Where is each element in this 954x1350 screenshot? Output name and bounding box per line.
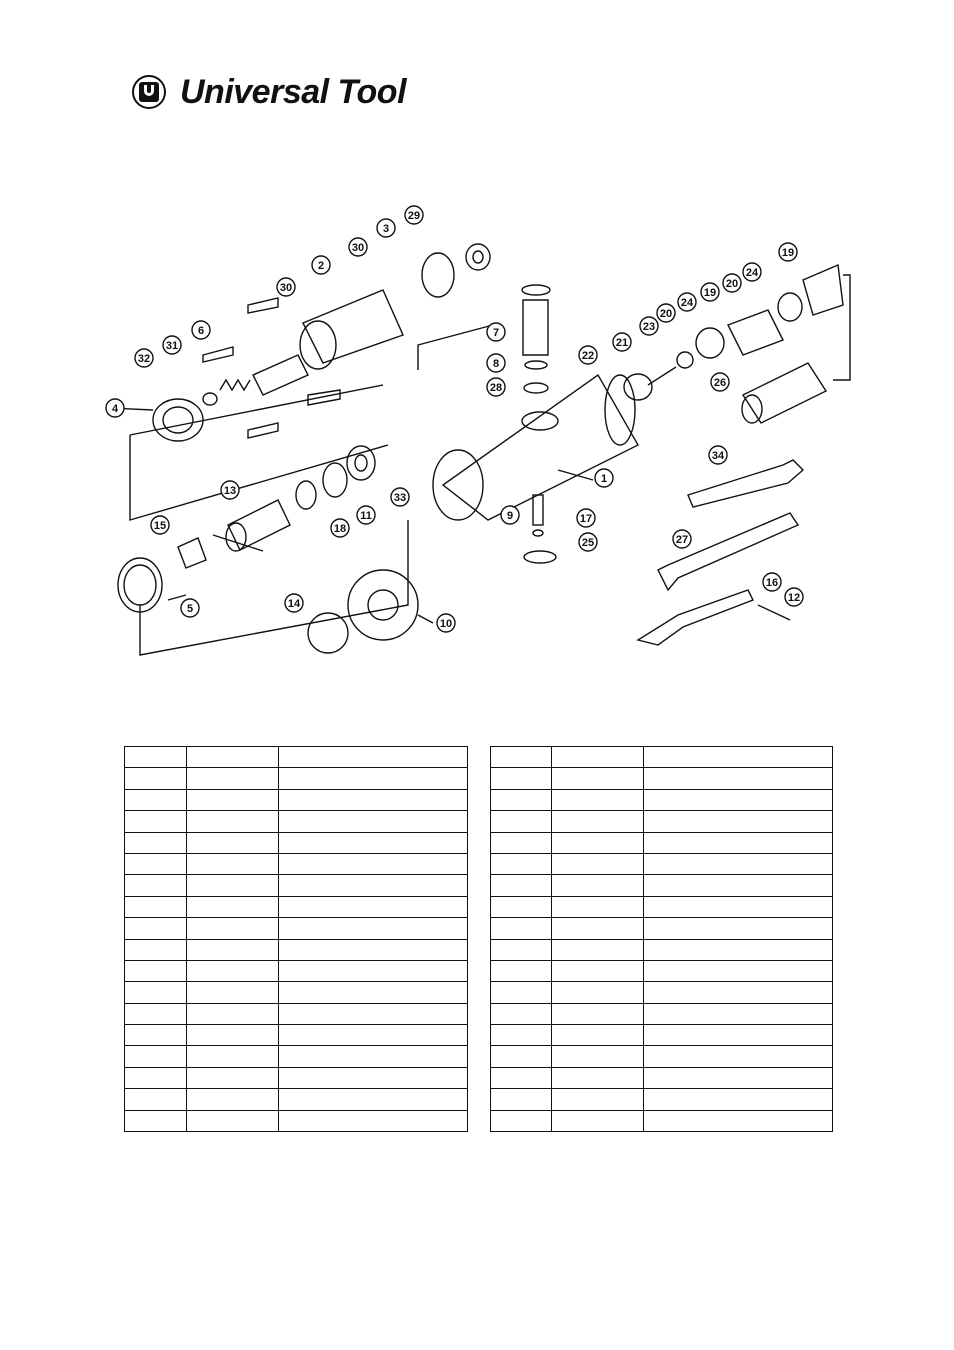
svg-text:20: 20 xyxy=(725,278,739,290)
table-cell xyxy=(125,832,187,853)
part-lever xyxy=(638,590,753,645)
table-cell xyxy=(552,789,644,810)
table-cell xyxy=(644,939,833,960)
part-spindle xyxy=(253,355,308,395)
table-cell xyxy=(552,982,644,1003)
part-vane xyxy=(248,298,278,313)
part-callout xyxy=(312,256,330,274)
part-callout xyxy=(487,354,505,372)
table-cell xyxy=(187,811,279,832)
table-cell xyxy=(125,747,187,768)
part-inlet-nut xyxy=(728,310,783,355)
table-row xyxy=(491,832,833,853)
part-callout xyxy=(743,263,761,281)
table-cell xyxy=(491,853,552,874)
table-row xyxy=(125,1110,468,1131)
part-vane xyxy=(308,390,340,405)
part-callout xyxy=(763,573,781,591)
table-cell xyxy=(644,853,833,874)
table-cell xyxy=(552,853,644,874)
table-cell xyxy=(552,939,644,960)
table-cell xyxy=(125,1046,187,1067)
table-cell xyxy=(125,1089,187,1110)
table-cell xyxy=(552,1003,644,1024)
part-callout xyxy=(579,533,597,551)
table-row xyxy=(125,789,468,810)
table-cell xyxy=(187,1025,279,1046)
table-cell xyxy=(187,747,279,768)
part-callout xyxy=(181,599,199,617)
table-cell xyxy=(279,896,468,917)
table-cell xyxy=(491,1067,552,1088)
part-callout xyxy=(106,399,124,417)
table-cell xyxy=(125,768,187,789)
part-callout xyxy=(701,283,719,301)
part-callout xyxy=(501,506,519,524)
part-callout xyxy=(640,317,658,335)
table-row xyxy=(491,747,833,768)
table-cell xyxy=(644,1025,833,1046)
part-inlet-cap xyxy=(803,265,843,315)
table-row xyxy=(491,918,833,939)
table-cell xyxy=(187,768,279,789)
table-cell xyxy=(125,960,187,981)
part-callout xyxy=(711,373,729,391)
table-cell xyxy=(187,939,279,960)
table-cell xyxy=(491,768,552,789)
table-cell xyxy=(644,768,833,789)
part-callout xyxy=(135,349,153,367)
table-cell xyxy=(552,811,644,832)
table-cell xyxy=(491,896,552,917)
part-clip xyxy=(524,551,556,563)
table-cell xyxy=(552,832,644,853)
svg-text:28: 28 xyxy=(489,382,503,394)
svg-text:7: 7 xyxy=(492,327,500,339)
universal-tool-logo-icon xyxy=(132,75,166,109)
table-cell xyxy=(279,789,468,810)
svg-text:25: 25 xyxy=(581,537,595,549)
part-callout xyxy=(723,274,741,292)
part-callout xyxy=(285,594,303,612)
table-row xyxy=(125,1067,468,1088)
part-callout xyxy=(405,206,423,224)
part-callout xyxy=(678,293,696,311)
part-callout xyxy=(709,446,727,464)
part-end-cap xyxy=(153,399,203,441)
table-row xyxy=(125,1089,468,1110)
table-cell xyxy=(279,747,468,768)
table-row xyxy=(125,832,468,853)
table-cell xyxy=(552,768,644,789)
table-row xyxy=(491,960,833,981)
table-cell xyxy=(644,918,833,939)
table-cell xyxy=(644,1003,833,1024)
svg-text:8: 8 xyxy=(492,358,500,370)
part-o-ring xyxy=(524,383,548,393)
table-cell xyxy=(279,1110,468,1131)
svg-text:1: 1 xyxy=(600,473,608,485)
table-cell xyxy=(187,1110,279,1131)
part-callout xyxy=(487,378,505,396)
part-spring xyxy=(220,380,250,390)
table-cell xyxy=(279,811,468,832)
part-callout xyxy=(221,481,239,499)
part-callout xyxy=(657,304,675,322)
part-wrench xyxy=(688,460,803,507)
table-cell xyxy=(644,1089,833,1110)
table-cell xyxy=(491,747,552,768)
table-cell xyxy=(552,1067,644,1088)
part-ring xyxy=(296,481,316,509)
table-row xyxy=(125,918,468,939)
table-cell xyxy=(552,896,644,917)
table-cell xyxy=(644,747,833,768)
table-cell xyxy=(644,982,833,1003)
table-cell xyxy=(125,853,187,874)
table-cell xyxy=(644,811,833,832)
table-row xyxy=(491,853,833,874)
table-row xyxy=(491,768,833,789)
table-cell xyxy=(644,789,833,810)
svg-text:30: 30 xyxy=(351,242,365,254)
svg-text:10: 10 xyxy=(439,618,453,630)
svg-text:4: 4 xyxy=(111,403,119,415)
table-cell xyxy=(125,811,187,832)
table-row xyxy=(491,1067,833,1088)
part-callout xyxy=(349,238,367,256)
svg-text:18: 18 xyxy=(333,523,347,535)
table-cell xyxy=(187,853,279,874)
table-cell xyxy=(187,960,279,981)
table-cell xyxy=(279,1025,468,1046)
table-cell xyxy=(187,918,279,939)
table-cell xyxy=(491,960,552,981)
table-cell xyxy=(279,939,468,960)
part-washer xyxy=(203,393,217,405)
svg-text:32: 32 xyxy=(137,353,151,365)
part-callout xyxy=(785,588,803,606)
table-cell xyxy=(187,896,279,917)
svg-text:27: 27 xyxy=(675,534,689,546)
part-ring xyxy=(323,463,347,497)
page-header xyxy=(132,70,406,114)
table-row xyxy=(125,896,468,917)
part-washer xyxy=(677,352,693,368)
table-cell xyxy=(552,918,644,939)
table-cell xyxy=(187,1089,279,1110)
svg-text:19: 19 xyxy=(703,287,717,299)
table-row xyxy=(125,811,468,832)
table-row xyxy=(125,875,468,896)
table-cell xyxy=(187,875,279,896)
part-callout xyxy=(487,323,505,341)
parts-table-right xyxy=(490,746,833,1132)
part-callout xyxy=(163,336,181,354)
svg-text:16: 16 xyxy=(765,577,779,589)
svg-text:19: 19 xyxy=(781,247,795,259)
table-cell xyxy=(552,875,644,896)
table-row xyxy=(491,982,833,1003)
svg-text:29: 29 xyxy=(407,210,421,222)
table-cell xyxy=(279,918,468,939)
table-row xyxy=(491,811,833,832)
table-row xyxy=(491,1089,833,1110)
svg-text:12: 12 xyxy=(787,592,801,604)
table-cell xyxy=(125,1003,187,1024)
part-vane xyxy=(248,423,278,438)
table-cell xyxy=(279,1046,468,1067)
table-cell xyxy=(279,768,468,789)
table-cell xyxy=(491,875,552,896)
part-callout xyxy=(673,530,691,548)
table-row xyxy=(125,853,468,874)
part-end-plate xyxy=(422,253,454,297)
table-cell xyxy=(644,832,833,853)
part-o-ring xyxy=(533,530,543,536)
table-cell xyxy=(552,747,644,768)
table-cell xyxy=(552,960,644,981)
parts-table-left xyxy=(124,746,468,1132)
svg-text:30: 30 xyxy=(279,282,293,294)
svg-text:24: 24 xyxy=(745,267,759,279)
table-cell xyxy=(125,939,187,960)
part-spacer xyxy=(696,328,724,358)
table-cell xyxy=(187,982,279,1003)
table-cell xyxy=(491,918,552,939)
part-housing xyxy=(443,375,638,520)
table-cell xyxy=(644,960,833,981)
svg-text:20: 20 xyxy=(659,308,673,320)
svg-text:3: 3 xyxy=(382,223,390,235)
table-cell xyxy=(552,1025,644,1046)
table-cell xyxy=(125,1067,187,1088)
part-callout xyxy=(331,519,349,537)
table-cell xyxy=(187,832,279,853)
table-cell xyxy=(552,1046,644,1067)
table-cell xyxy=(125,875,187,896)
svg-text:13: 13 xyxy=(223,485,237,497)
part-throttle-valve xyxy=(523,300,548,355)
table-cell xyxy=(279,1067,468,1088)
table-row xyxy=(125,960,468,981)
table-row xyxy=(491,1046,833,1067)
table-row xyxy=(125,768,468,789)
table-cell xyxy=(491,1003,552,1024)
part-callout xyxy=(577,509,595,527)
table-cell xyxy=(491,982,552,1003)
part-vane xyxy=(203,347,233,362)
table-row xyxy=(491,1110,833,1131)
table-cell xyxy=(279,853,468,874)
table-cell xyxy=(187,789,279,810)
svg-text:22: 22 xyxy=(581,350,595,362)
part-callout xyxy=(595,469,613,487)
table-row xyxy=(491,939,833,960)
part-collet-nut xyxy=(308,613,348,653)
table-cell xyxy=(491,811,552,832)
table-row xyxy=(491,896,833,917)
svg-text:21: 21 xyxy=(615,337,629,349)
table-cell xyxy=(552,1110,644,1131)
part-callout xyxy=(779,243,797,261)
table-row xyxy=(125,1025,468,1046)
table-cell xyxy=(491,789,552,810)
table-row xyxy=(125,747,468,768)
part-pin xyxy=(533,495,543,525)
table-cell xyxy=(644,1046,833,1067)
table-cell xyxy=(187,1046,279,1067)
part-callout xyxy=(391,488,409,506)
part-callout xyxy=(192,321,210,339)
table-row xyxy=(125,939,468,960)
part-bearing xyxy=(347,446,375,480)
table-cell xyxy=(491,1046,552,1067)
svg-text:17: 17 xyxy=(579,513,593,525)
table-row xyxy=(491,1025,833,1046)
table-cell xyxy=(491,1025,552,1046)
svg-text:5: 5 xyxy=(186,603,194,615)
part-screw xyxy=(648,367,676,385)
table-cell xyxy=(125,896,187,917)
table-cell xyxy=(279,960,468,981)
table-cell xyxy=(644,1067,833,1088)
svg-text:14: 14 xyxy=(287,598,301,610)
table-cell xyxy=(279,875,468,896)
svg-text:26: 26 xyxy=(713,377,727,389)
part-pin xyxy=(758,605,790,620)
table-cell xyxy=(644,875,833,896)
table-cell xyxy=(644,1110,833,1131)
table-cell xyxy=(279,1003,468,1024)
table-cell xyxy=(125,1025,187,1046)
svg-text:24: 24 xyxy=(680,297,694,309)
table-row xyxy=(125,1003,468,1024)
table-row xyxy=(491,789,833,810)
table-cell xyxy=(125,789,187,810)
table-cell xyxy=(279,1089,468,1110)
svg-text:23: 23 xyxy=(642,321,656,333)
exploded-parts-diagram xyxy=(78,195,878,685)
svg-text:9: 9 xyxy=(506,510,514,522)
table-row xyxy=(491,875,833,896)
svg-text:31: 31 xyxy=(165,340,179,352)
frame-line xyxy=(418,325,493,370)
table-cell xyxy=(552,1089,644,1110)
part-callout xyxy=(151,516,169,534)
table-cell xyxy=(279,982,468,1003)
table-cell xyxy=(491,1110,552,1131)
brand-name: Universal Tool xyxy=(180,72,407,111)
svg-text:11: 11 xyxy=(360,510,372,522)
part-callout xyxy=(277,278,295,296)
table-row xyxy=(491,1003,833,1024)
table-cell xyxy=(125,982,187,1003)
part-callout xyxy=(377,219,395,237)
table-cell xyxy=(125,918,187,939)
part-cylinder xyxy=(303,290,403,363)
table-cell xyxy=(644,896,833,917)
part-bearing xyxy=(466,244,490,270)
table-cell xyxy=(279,832,468,853)
svg-text:15: 15 xyxy=(153,520,167,532)
table-cell xyxy=(491,832,552,853)
part-callout xyxy=(579,346,597,364)
svg-text:33: 33 xyxy=(393,492,407,504)
part-callout xyxy=(357,506,375,524)
table-row xyxy=(125,1046,468,1067)
part-deflector xyxy=(624,374,652,400)
table-cell xyxy=(187,1067,279,1088)
table-row xyxy=(125,982,468,1003)
table-cell xyxy=(187,1003,279,1024)
part-o-ring xyxy=(525,361,547,369)
part-inlet-bushing xyxy=(743,363,826,423)
part-callout xyxy=(437,614,455,632)
part-collet xyxy=(178,538,206,568)
svg-text:6: 6 xyxy=(197,325,205,337)
svg-text:2: 2 xyxy=(317,260,325,272)
frame-line xyxy=(140,520,408,655)
table-cell xyxy=(125,1110,187,1131)
frame-line xyxy=(130,435,388,520)
table-cell xyxy=(491,939,552,960)
table-cell xyxy=(491,1089,552,1110)
svg-text:34: 34 xyxy=(711,450,725,462)
part-callout xyxy=(613,333,631,351)
